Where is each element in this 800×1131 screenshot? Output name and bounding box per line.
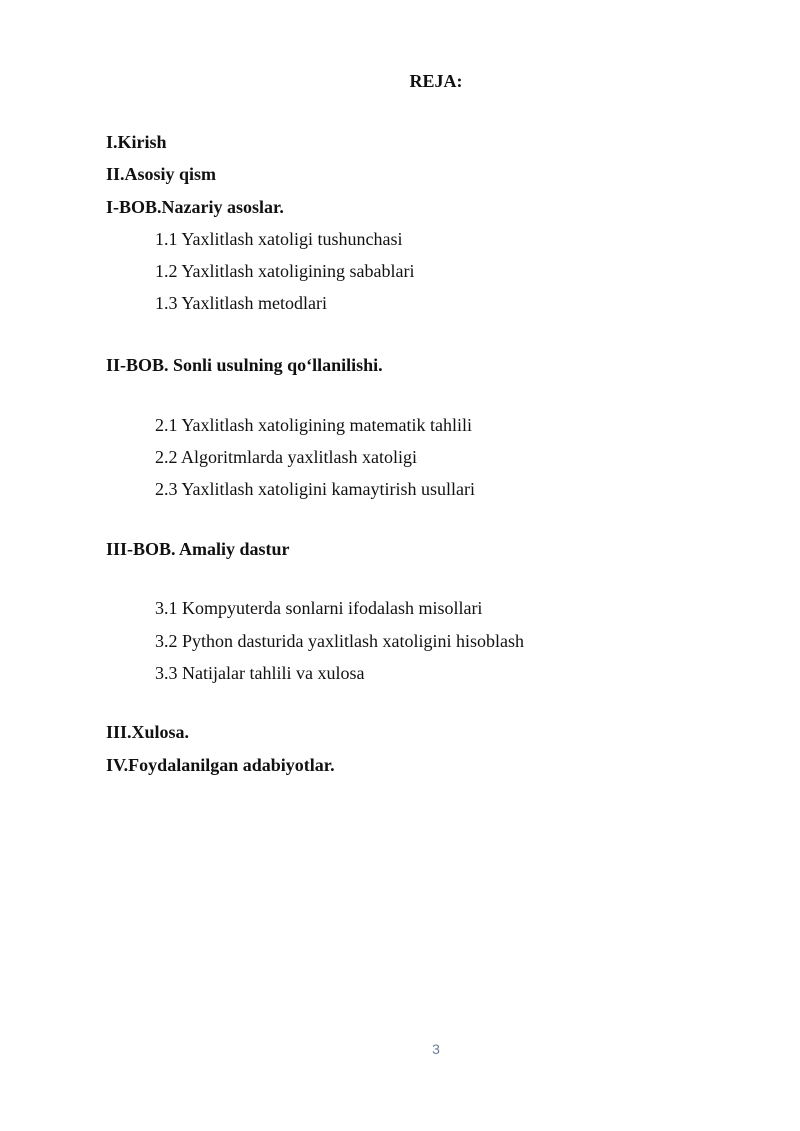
toc-entry-adabiyotlar: IV.Foydalanilgan adabiyotlar. <box>106 755 335 775</box>
toc-item-1-1: 1.1 Yaxlitlash xatoligi tushunchasi <box>155 229 403 249</box>
toc-item-3-1: 3.1 Kompyuterda sonlarni ifodalash misollari <box>155 598 483 618</box>
toc-entry-xulosa: III.Xulosa. <box>106 722 190 742</box>
toc-item-1-3: 1.3 Yaxlitlash metodlari <box>155 293 327 313</box>
toc-chapter-2-heading: II-BOB. Sonli usulning qo‘llanilishi. <box>106 355 383 375</box>
toc-entry-kirish: I.Kirish <box>106 132 167 152</box>
toc-item-2-3: 2.3 Yaxlitlash xatoligini kamaytirish usullari <box>155 479 475 499</box>
page-number: 3 <box>432 1041 440 1057</box>
toc-entry-asosiy-qism: II.Asosiy qism <box>106 164 217 184</box>
toc-item-2-2: 2.2 Algoritmlarda yaxlitlash xatoligi <box>155 447 417 467</box>
toc-chapter-3-heading: III-BOB. Amaliy dastur <box>106 539 290 559</box>
toc-chapter-1-heading: I-BOB.Nazariy asoslar. <box>106 197 284 217</box>
toc-item-3-3: 3.3 Natijalar tahlili va xulosa <box>155 663 365 683</box>
toc-item-2-1: 2.1 Yaxlitlash xatoligining matematik tahlili <box>155 415 472 435</box>
page-title: REJA: <box>409 71 463 91</box>
toc-item-3-2: 3.2 Python dasturida yaxlitlash xatoligini hisoblash <box>155 631 524 651</box>
toc-item-1-2: 1.2 Yaxlitlash xatoligining sabablari <box>155 261 415 281</box>
